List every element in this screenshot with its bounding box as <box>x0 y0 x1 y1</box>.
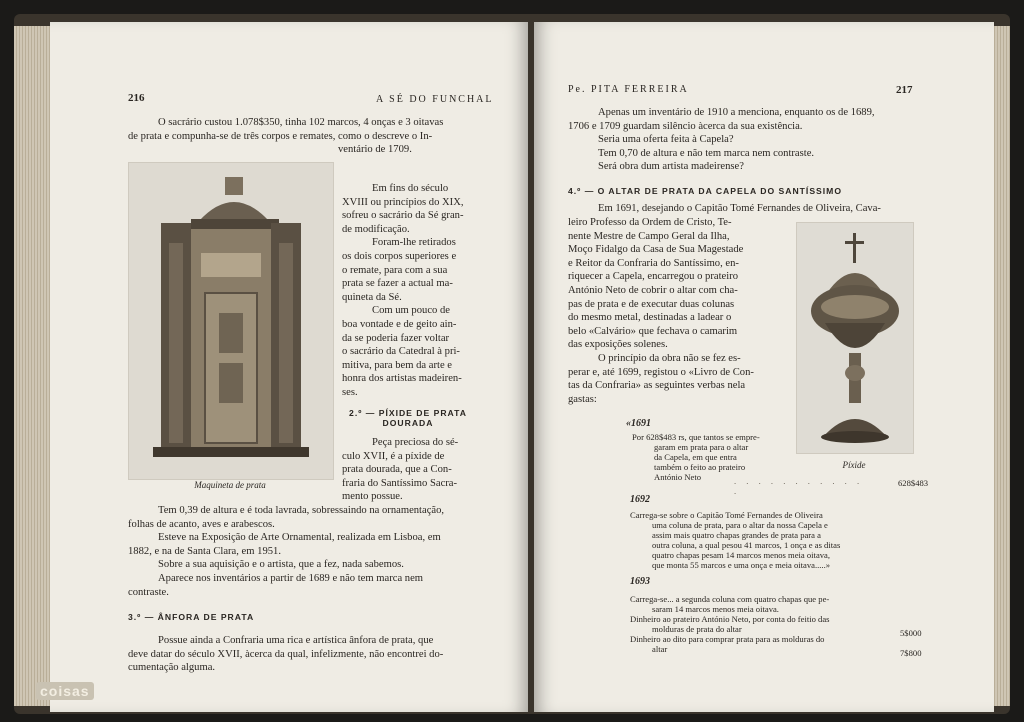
section2-side <box>342 436 474 504</box>
entry-1693-line: molduras de prata do altar <box>652 624 742 634</box>
right-intro-line: Seria uma oferta feita à Capela? <box>598 134 734 146</box>
page-number-left: 216 <box>128 92 145 104</box>
entry-1693 <box>630 594 886 654</box>
entry-1692-line: Carrega-se sobre o Capitão Tomé Fernandes de Oliveira <box>630 510 823 520</box>
intro-line: ventário de 1709. <box>338 144 412 156</box>
section2-side-line: Peça preciosa do sé- <box>372 437 459 448</box>
maquineta-photo <box>128 162 334 480</box>
section4-line: nente Mestre de Campo Geral da Ilha, <box>568 230 730 242</box>
entry-1692-line: assim mais quatro chapas grandes de prata para a <box>652 530 821 540</box>
section4-line: do mesmo metal, destinadas a ladear o <box>568 312 732 324</box>
entry-1692-line: outra coluna, a qual pesou 41 marcos, 1 onça e as ditas <box>652 540 841 550</box>
amount-1693b: 5$000 <box>900 628 922 638</box>
section2-heading-line: 2.º — PÍXIDE DE PRATA <box>349 408 467 418</box>
figure-caption-maquineta: Maquineta de prata <box>194 480 266 490</box>
right-intro-line: Apenas um inventário de 1910 a menciona, enquanto os de 1689, <box>598 107 875 118</box>
entry-1692-line: que monta 55 marcos e uma onça e meia oitava.....» <box>652 560 831 570</box>
section2-line: Tem 0,39 de altura e é toda lavrada, sobressaindo na ornamentação, <box>158 505 445 516</box>
right-page <box>534 22 994 712</box>
section4-line: e Reitor da Confraria do Santíssimo, en- <box>568 257 739 269</box>
side-line: honra dos artistas madeiren- <box>342 373 462 385</box>
pixide-image <box>797 223 913 453</box>
left-side-text <box>342 182 474 400</box>
side-line: mitiva, para bem da arte e <box>342 359 453 371</box>
entry-1692 <box>630 510 886 570</box>
intro-line: de prata e compunha-se de três corpos e remates, como o descreve o In- <box>128 130 433 142</box>
section2-heading <box>342 408 474 428</box>
side-line: Com um pouco de <box>372 305 450 317</box>
running-head-right: Pe. PITA FERREIRA <box>568 84 689 95</box>
side-line: XVIII ou princípios do XIX, <box>342 196 464 208</box>
amount-1693c: 7$800 <box>900 648 922 658</box>
entry-1692-line: uma coluna de prata, para o altar da nossa Capela e <box>652 520 828 530</box>
maquineta-image <box>129 163 333 479</box>
section3-line: Possue ainda a Confraria uma rica e artística ânfora de prata, que <box>158 635 434 646</box>
year-1692: 1692 <box>630 494 650 505</box>
side-line: o sacrário da Catedral à pri- <box>342 346 460 358</box>
side-line: prata se fazer a actual ma- <box>342 278 453 290</box>
entry-1693-line: Carrega-se... a segunda coluna com quatro chapas que pe- <box>630 594 830 604</box>
side-line: Em fins do século <box>372 183 449 194</box>
entry-1693-line: Dinheiro ao dito para comprar prata para as molduras do <box>630 634 825 644</box>
entry-1692-line: quatro chapas pesam 14 marcos menos meia oitava, <box>652 550 831 560</box>
entry-1693-line: altar <box>652 644 668 654</box>
section4-line: Moço Fidalgo da Casa de Sua Magestade <box>568 244 744 256</box>
section4-line: belo «Calvário» que fechava o camarim <box>568 325 738 337</box>
section2-side-line: mento possue. <box>342 491 403 503</box>
section4-line: pas de prata e de executar duas colunas <box>568 298 735 310</box>
side-line: de modificação. <box>342 223 410 235</box>
left-intro <box>128 116 474 157</box>
section4-line: O princípio da obra não se fez es- <box>598 352 741 364</box>
entry-1691-line: também o feito ao prateiro <box>654 462 746 472</box>
entry-1691-line: António Neto <box>654 472 702 482</box>
entry-1691-line: Por 628$483 rs, que tantos se empre- <box>632 432 760 442</box>
year-1691: «1691 <box>626 418 651 429</box>
section4-heading: 4.º — O ALTAR DE PRATA DA CAPELA DO SANTÍSSIMO <box>568 186 843 196</box>
section2-line: 1882, e na de Santa Clara, em 1951. <box>128 545 281 557</box>
side-line: boa vontade e de geito ain- <box>342 318 457 330</box>
section4-first-line: Em 1691, desejando o Capitão Tomé Fernandes de Oliveira, Cava- <box>598 203 881 214</box>
section4-line: perar e, até 1699, registou o «Livro de Con- <box>568 366 754 378</box>
side-line: quineta da Sé. <box>342 291 402 303</box>
amount-1691: 628$483 <box>898 478 929 488</box>
section4-line: leiro Professo da Ordem de Cristo, Te- <box>568 217 732 228</box>
section2-line: folhas de acanto, aves e arabescos. <box>128 518 275 530</box>
intro-line: O sacrário custou 1.078$350, tinha 102 marcos, 4 onças e 3 oitavas <box>158 117 444 128</box>
section4-line: riquecer a Capela, encarregou o prateiro <box>568 271 738 283</box>
entry-1691-line: da Capela, em que entra <box>654 452 737 462</box>
section3-heading: 3.º — ÂNFORA DE PRATA <box>128 612 255 622</box>
section4-line: António Neto de cobrir o altar com cha- <box>568 284 738 296</box>
section4-line: das exposições solenes. <box>568 339 668 351</box>
watermark-logo: coisas <box>36 682 94 700</box>
side-line: Foram-lhe retirados <box>372 237 456 249</box>
section4-line: gastas: <box>568 393 597 405</box>
side-line: sofreu o sacrário da Sé gran- <box>342 210 464 222</box>
section2-side-line: prata dourada, que a Con- <box>342 464 452 476</box>
right-intro <box>568 106 914 174</box>
section3-line: deve datar do século XVII, àcerca da qual, infelizmente, não encontrei do- <box>128 648 444 660</box>
entry-1691-line: garam em prata para o altar <box>654 442 749 452</box>
section2-heading-line: DOURADA <box>382 418 434 428</box>
entry-1691 <box>632 432 780 482</box>
running-head-left: A SÉ DO FUNCHAL <box>376 94 494 105</box>
section2-line: Aparece nos inventários a partir de 1689 e não tem marca nem <box>158 572 424 584</box>
side-line: o remate, para com a sua <box>342 264 448 276</box>
side-line: os dois corpos superiores e <box>342 250 457 262</box>
right-intro-line: 1706 e 1709 guardam silêncio àcerca da sua existência. <box>568 120 803 132</box>
page-number-right: 217 <box>896 84 913 96</box>
side-line: da se poderia fazer voltar <box>342 332 450 344</box>
open-book <box>14 14 1010 714</box>
entry-1693-line: saram 14 marcos menos meia oitava. <box>652 604 779 614</box>
section2-full <box>128 504 474 599</box>
page-edges-right <box>992 26 1010 706</box>
section2-line: Sobre a sua aquisição e o artista, que a fez, nada sabemos. <box>158 559 404 571</box>
year-1693: 1693 <box>630 576 650 587</box>
section3-text <box>128 634 474 675</box>
entry-1693-line: Dinheiro ao prateiro António Neto, por conta do feitio das <box>630 614 830 624</box>
section3-line: cumentação alguma. <box>128 662 216 674</box>
left-page <box>50 22 528 712</box>
right-intro-line: Será obra dum artista madeirense? <box>598 161 744 173</box>
section4-side <box>568 216 780 406</box>
pixide-photo <box>796 222 914 454</box>
section2-line: contraste. <box>128 586 169 598</box>
page-edges-left <box>14 26 54 706</box>
section2-side-line: fraria do Santíssimo Sacra- <box>342 477 458 489</box>
section2-line: Esteve na Exposição de Arte Ornamental, realizada em Lisboa, em <box>158 532 441 544</box>
figure-caption-pixide: Píxide <box>842 460 866 470</box>
section2-side-line: culo XVII, é a píxide de <box>342 450 445 462</box>
section4-first <box>568 202 914 216</box>
right-intro-line: Tem 0,70 de altura e não tem marca nem contraste. <box>598 147 815 159</box>
leader-dots-1691: . . . . . . . . . . . . <box>734 476 864 496</box>
side-line: ses. <box>342 386 358 398</box>
section4-line: tas da Confraria» as seguintes verbas nela <box>568 380 746 392</box>
